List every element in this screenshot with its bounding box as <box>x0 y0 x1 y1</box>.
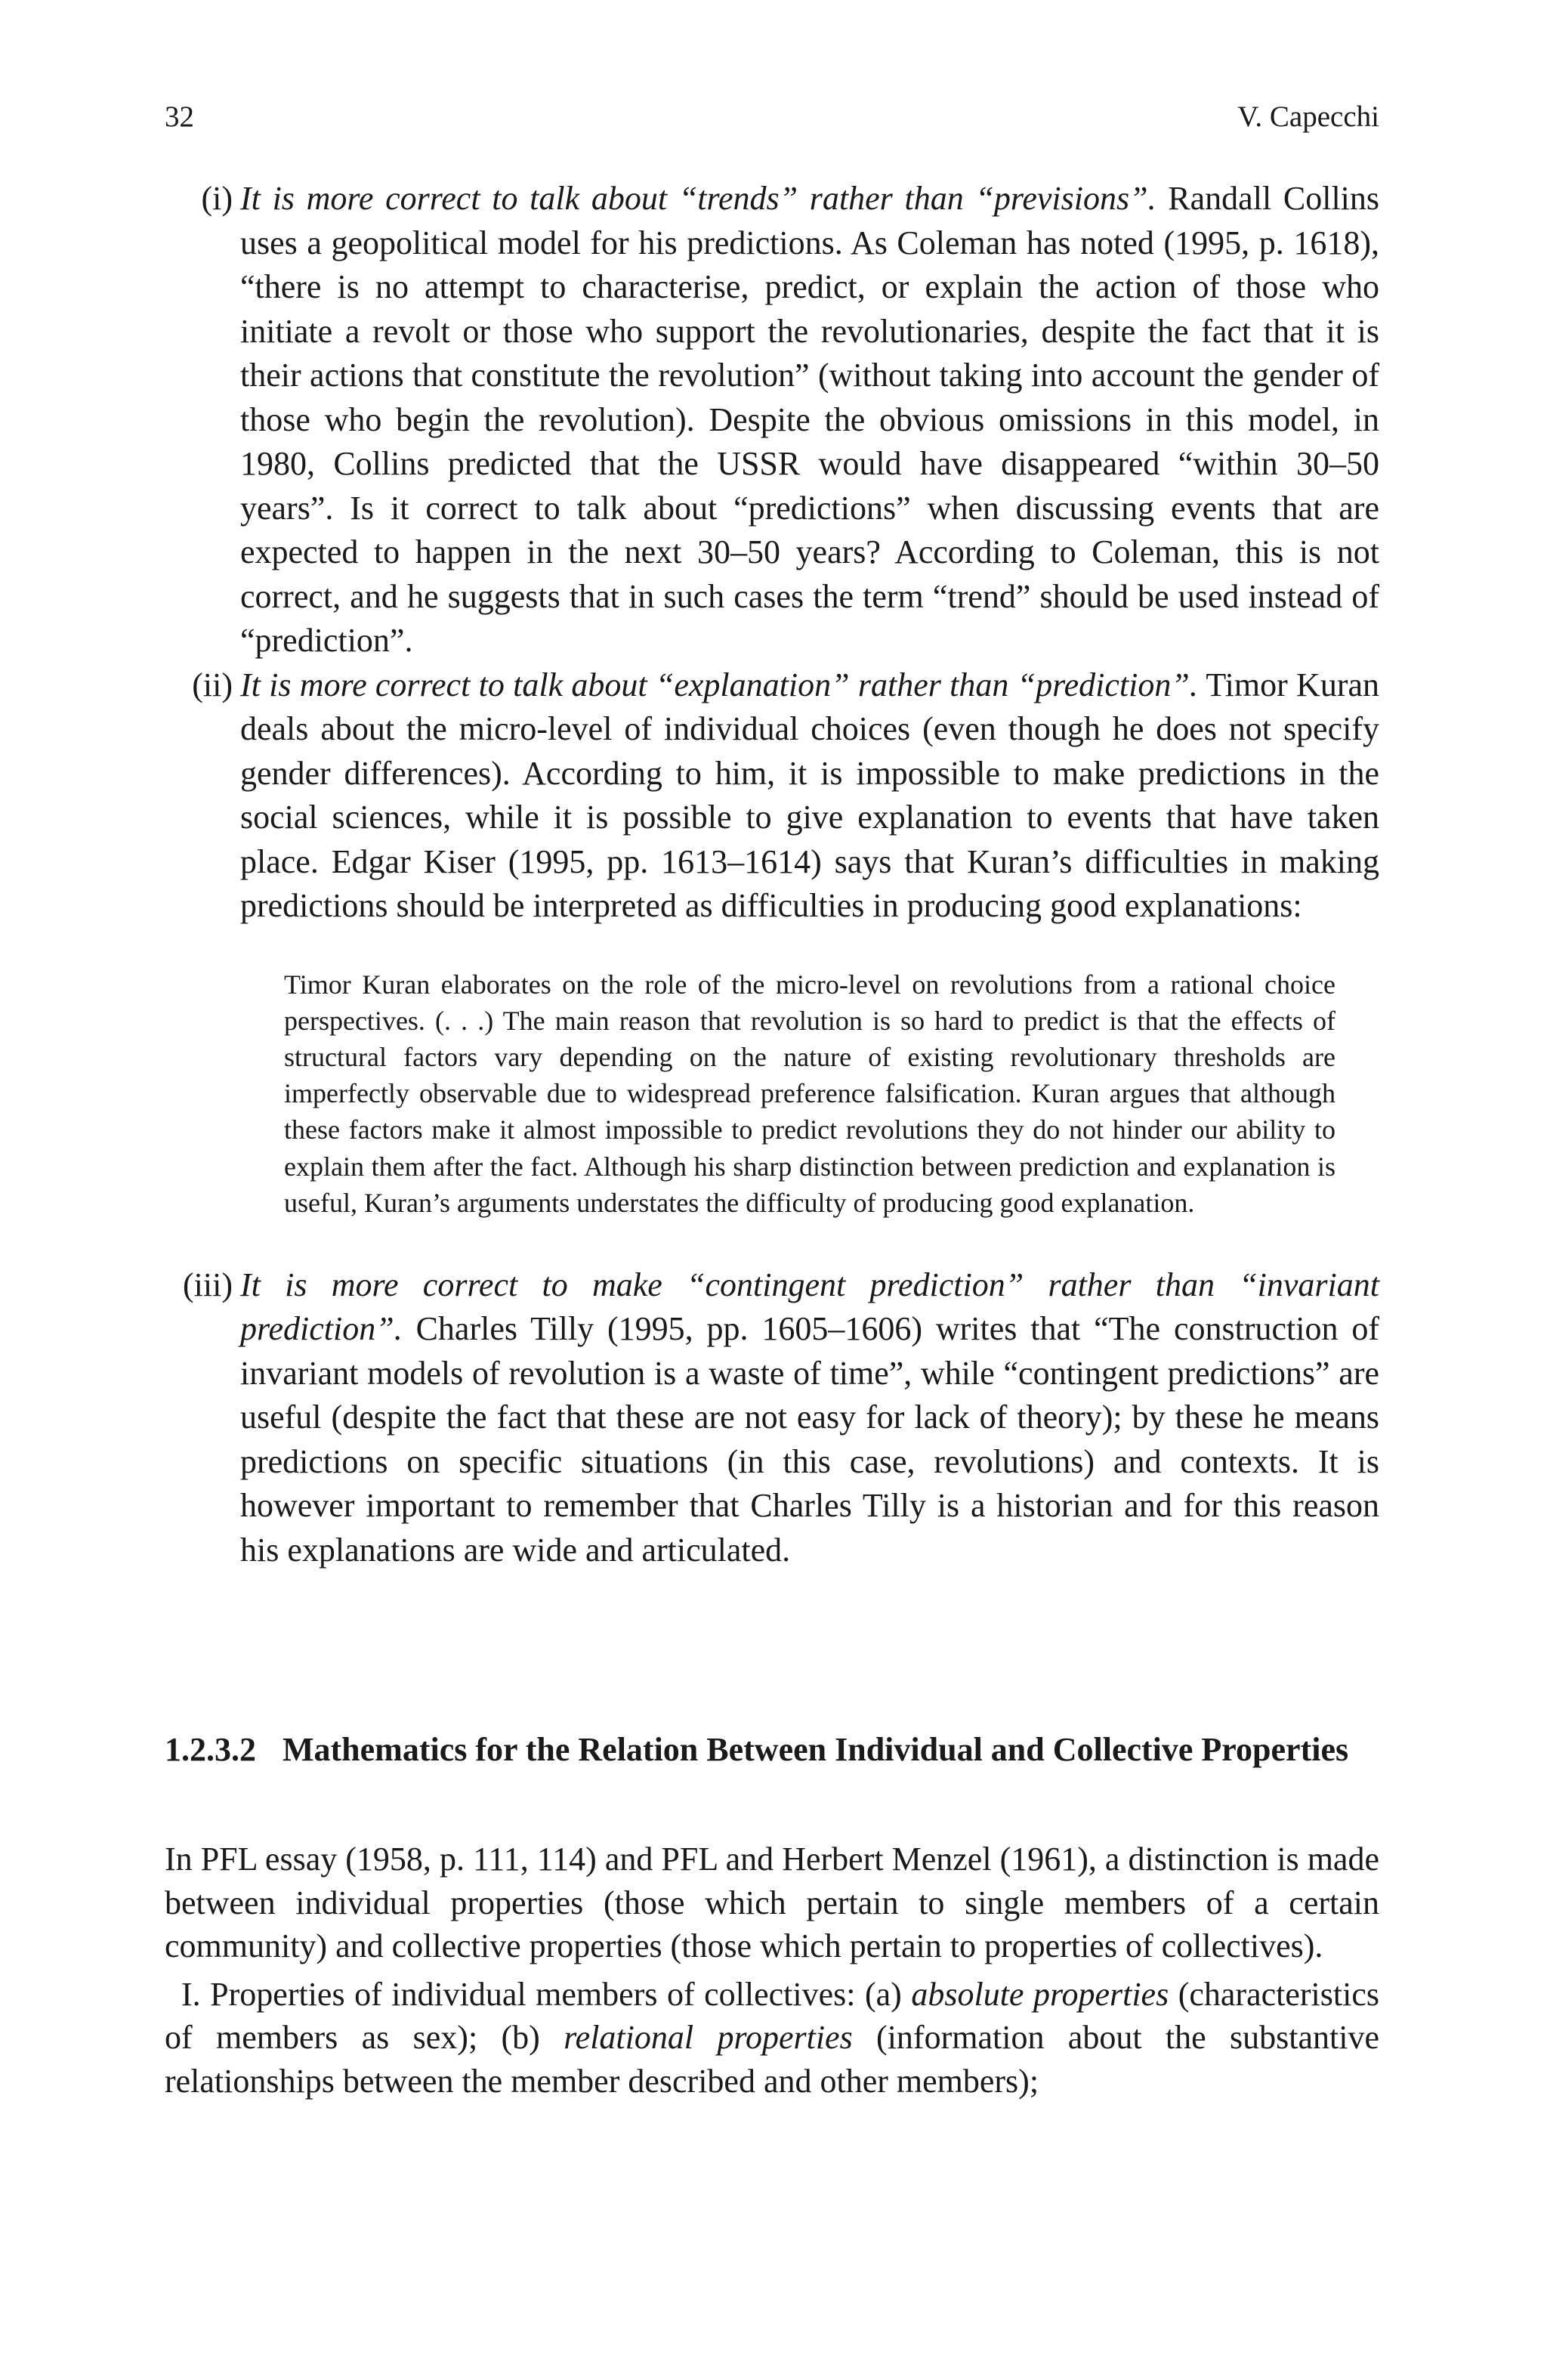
item-lead-italic: It is more correct to talk about “trends” rather than “previsions”. <box>240 180 1156 217</box>
section-heading <box>165 1727 1379 1773</box>
list-marker: (i) <box>201 180 233 217</box>
block-quote-text: Timor Kuran elaborates on the role of the micro-level on revolutions from a rational choice perspectives. (. . .) The main reason that revolution is so hard to predict is that the effects of structural factors vary depending on the nature of existing revolutionary thresholds are imperfectly observable due to widespread preference falsification. Kuran argues that although these factors make it almost impossible to predict revolutions they do not hinder our ability to explain them after the fact. Although his sharp distinction between prediction and explanation is useful, Kuran’s arguments understates the difficulty of producing good explanation. <box>284 969 1335 1218</box>
numbered-list <box>165 177 1379 1572</box>
list-item-text <box>240 1263 1379 1573</box>
section-number: 1.2.3.2 <box>165 1731 256 1768</box>
item-lead-italic: It is more correct to talk about “explanation” rather than “prediction”. <box>240 666 1198 703</box>
paragraph-run: (information about the substantive relationships between the member described and other members); <box>165 2019 1379 2100</box>
list-marker: (ii) <box>192 666 233 703</box>
page-number: 32 <box>165 100 194 133</box>
list-item-text <box>240 177 1379 663</box>
paragraph <box>165 1973 1379 2103</box>
paragraph-run: (characteristics of members as sex); (b) <box>165 1975 1379 2056</box>
paragraph: In PFL essay (1958, p. 111, 114) and PFL and Herbert Menzel (1961), a distinction is made between individual properties (those which pertain to single members of a certain community) and collective properties (those which pertain to properties of collectives). <box>165 1841 1379 1964</box>
list-item-text <box>240 663 1379 929</box>
italic-term: absolute properties <box>911 1975 1169 2013</box>
body-text <box>165 1838 1379 2103</box>
list-marker: (iii) <box>183 1266 233 1303</box>
list-item-ii <box>165 663 1379 1221</box>
list-item-i <box>165 177 1379 663</box>
italic-term: relational properties <box>564 2019 853 2056</box>
item-body: Randall Collins uses a geopolitical model for his predictions. As Coleman has noted (1995, p. 1618), “there is no attempt to characterise, predict, or explain the action of those who initiate a revolt or those who support the revolutionaries, despite the fact that it is their actions that constitute the revolution” (without taking into account the gender of those who begin the revolution). Despite the obvious omissions in this model, in 1980, Collins predicted that the USSR would have disappeared “within 30–50 years”. Is it correct to talk about “predictions” when discussing events that are expected to happen in the next 30–50 years? According to Coleman, this is not correct, and he suggests that in such cases the term “trend” should be used instead of “prediction”. <box>240 180 1380 659</box>
block-quote <box>165 966 1379 1221</box>
section-title: Mathematics for the Relation Between Individual and Collective Properties <box>283 1731 1349 1768</box>
running-author: V. Capecchi <box>1237 100 1379 133</box>
item-body: Timor Kuran deals about the micro-level of individual choices (even though he does not specify gender differences). According to him, it is impossible to make predictions in the social sciences, while it is possible to give explanation to events that have taken place. Edgar Kiser (1995, pp. 1613–1614) says that Kuran’s difficulties in making predictions should be interpreted as difficulties in producing good explanations: <box>240 666 1379 924</box>
list-item-iii <box>165 1263 1379 1573</box>
item-body: Charles Tilly (1995, pp. 1605–1606) writes that “The construction of invariant models of revolution is a waste of time”, while “contingent predictions” are useful (despite the fact that these are not easy for lack of theory); by these he means predictions on specific situations (in this case, revolutions) and contexts. It is however important to remember that Charles Tilly is a historian and for this reason his explanations are wide and articulated. <box>240 1310 1379 1569</box>
item-lead-italic: It is more correct to make “contingent prediction” rather than “invariant prediction”. <box>240 1266 1379 1348</box>
paragraph-run: I. Properties of individual members of collectives: (a) <box>181 1975 912 2013</box>
